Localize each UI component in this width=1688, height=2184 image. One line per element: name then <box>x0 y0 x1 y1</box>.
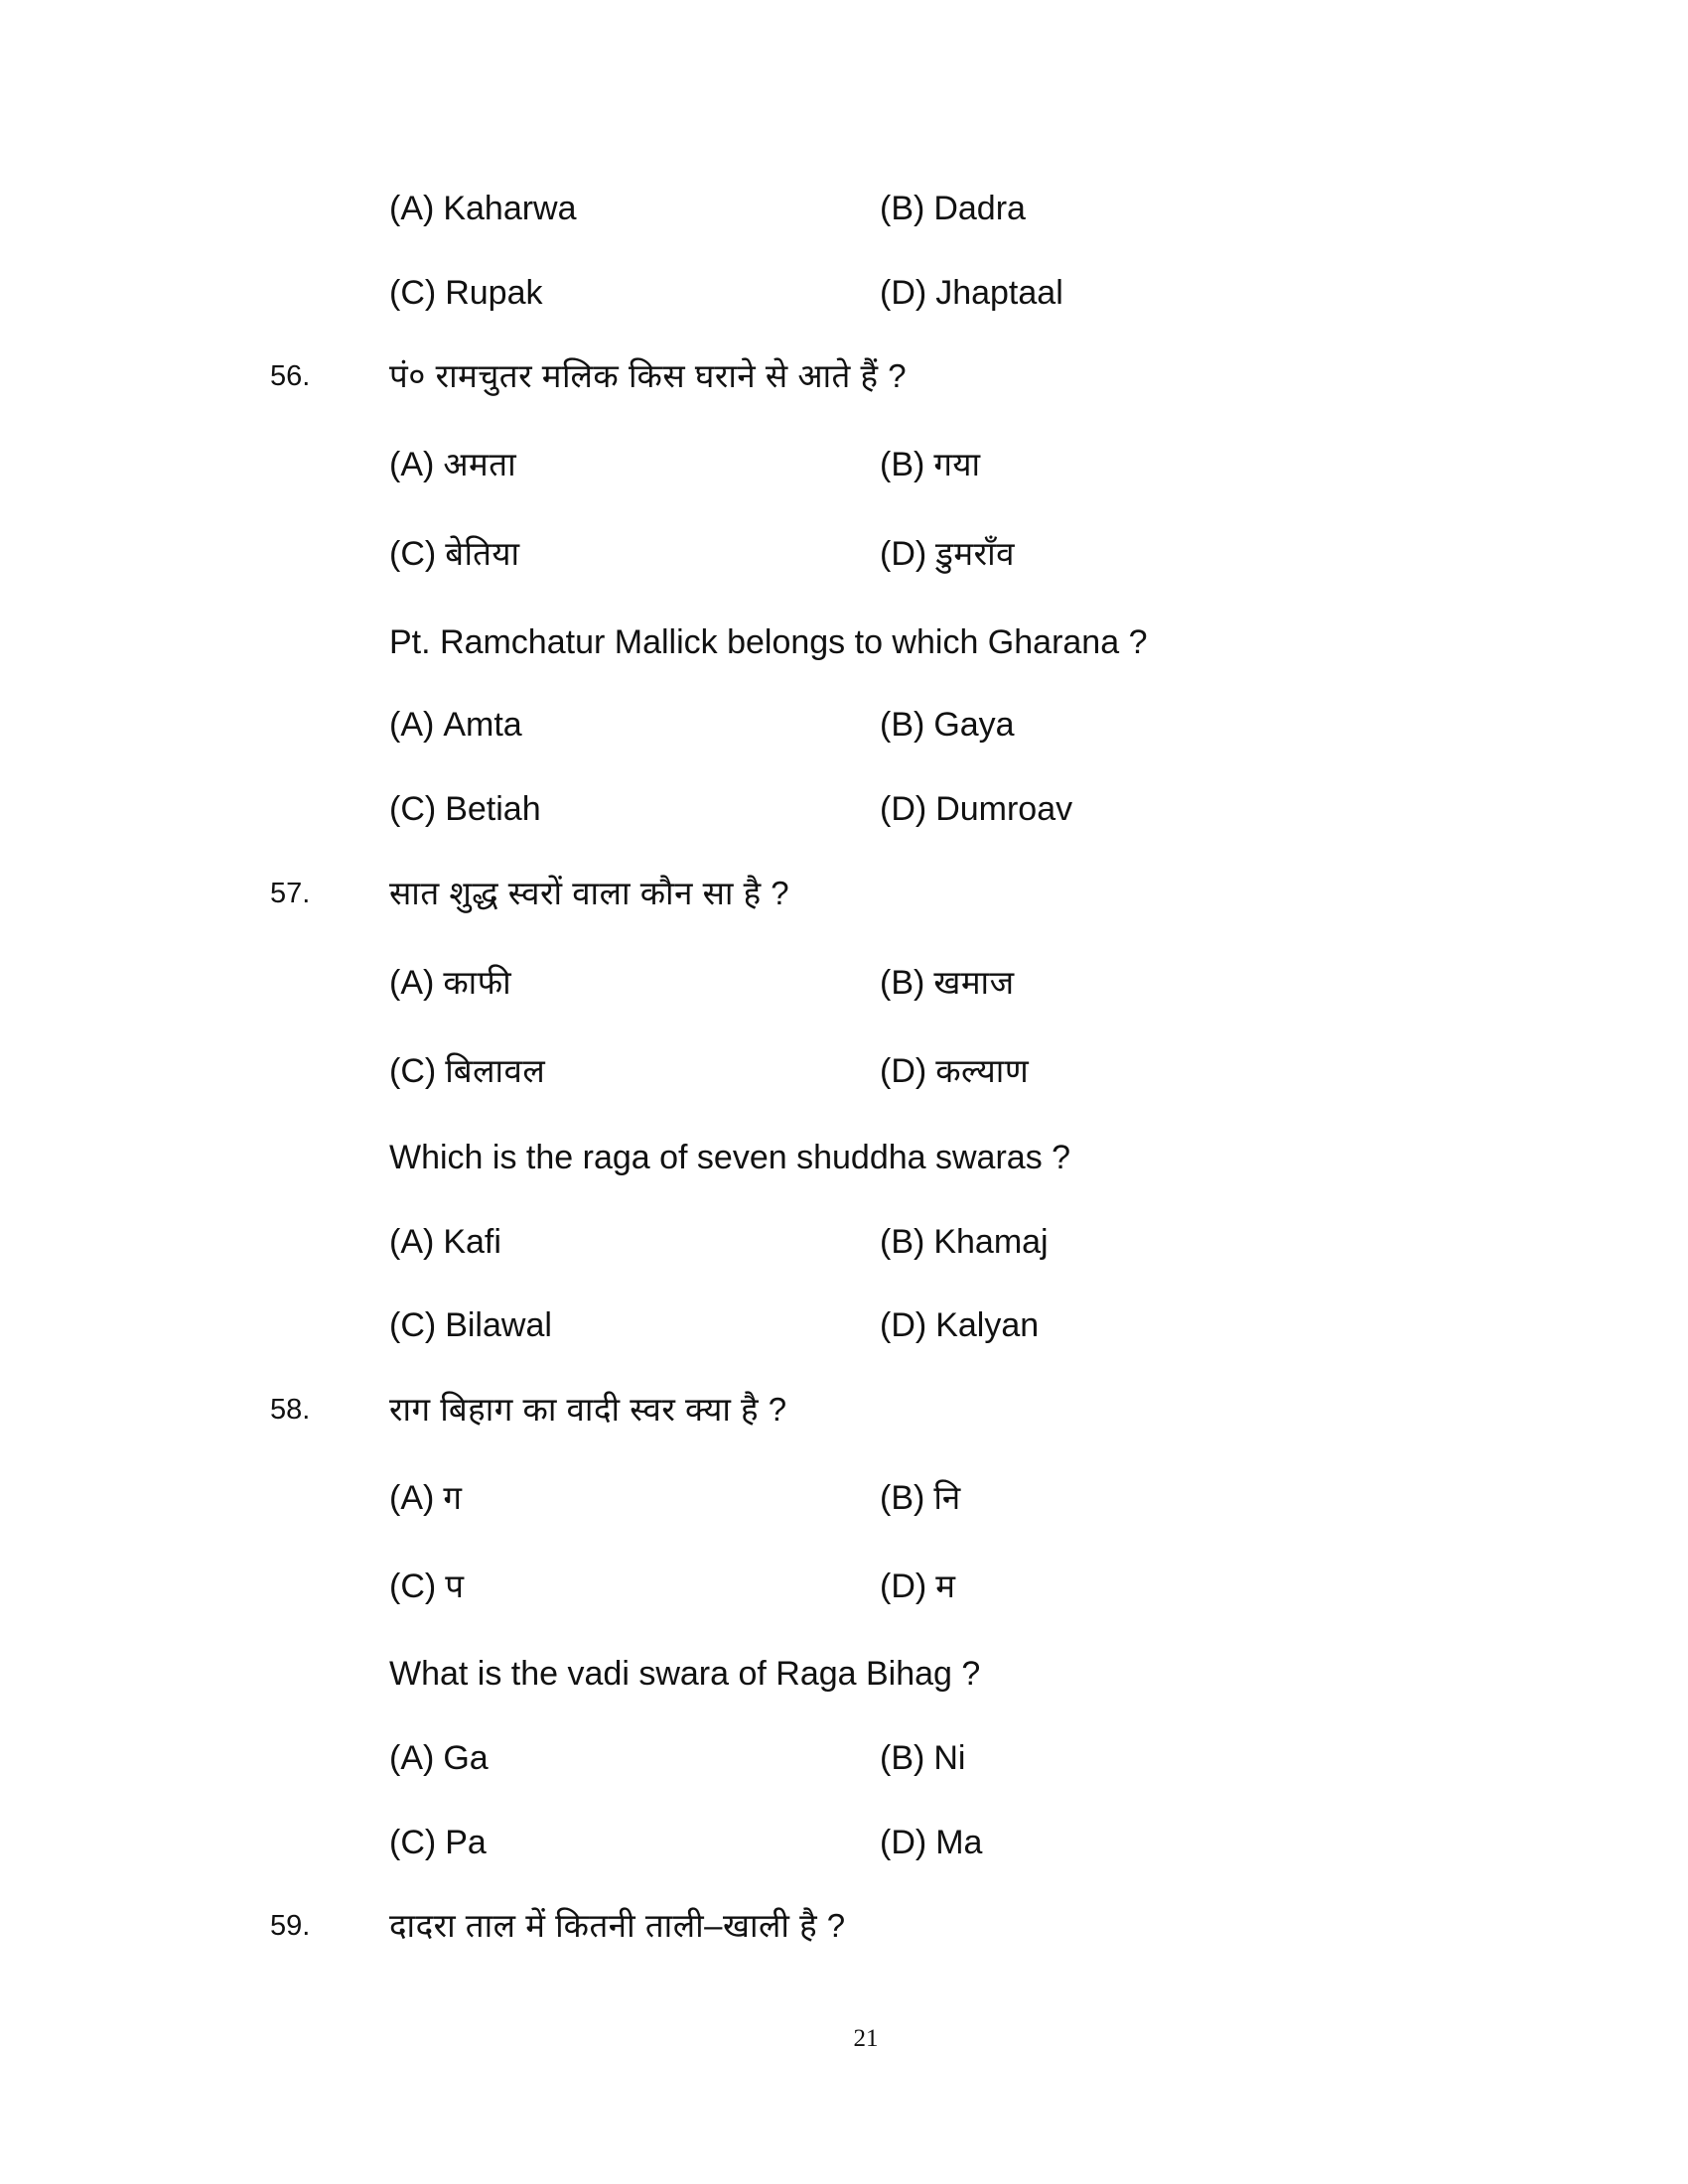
q57-hindi-option-c <box>389 1047 545 1095</box>
q56-english-option-d <box>880 785 1072 833</box>
option-text: खमाज <box>933 964 1015 1001</box>
option-text: Dadra <box>933 190 1026 227</box>
question-56-stem-hindi: पं० रामचुतर मलिक किस घराने से आते हैं ? <box>389 357 908 394</box>
option-text: ग <box>443 1479 463 1516</box>
option-text: Ma <box>935 1824 983 1861</box>
option-label: (D) <box>880 1568 927 1605</box>
option-label: (B) <box>880 1223 925 1261</box>
prev-option-a <box>389 185 577 232</box>
q57-hindi-option-a <box>389 959 511 1007</box>
q57-english-option-b <box>880 1218 1049 1266</box>
option-text: Ni <box>933 1739 966 1777</box>
question-57-stem-hindi: सात शुद्ध स्वरों वाला कौन सा है ? <box>389 875 790 911</box>
q58-hindi-option-b <box>880 1474 961 1522</box>
option-label: (C) <box>389 1824 437 1861</box>
option-text: Betiah <box>445 790 541 828</box>
option-text: कल्याण <box>935 1052 1030 1089</box>
option-label: (C) <box>389 274 437 312</box>
page-number: 21 <box>853 2025 879 2052</box>
option-label: (C) <box>389 535 437 573</box>
q57-english-option-c <box>389 1301 552 1349</box>
question-number-56: 56. <box>270 360 311 392</box>
option-text: Khamaj <box>933 1223 1049 1261</box>
q57-english-option-d <box>880 1301 1039 1349</box>
option-text: Pa <box>445 1824 487 1861</box>
q58-english-option-c <box>389 1819 487 1866</box>
option-label: (D) <box>880 1052 927 1090</box>
option-label: (A) <box>389 706 435 744</box>
option-label: (B) <box>880 964 925 1002</box>
q56-hindi-option-d <box>880 530 1015 578</box>
question-number-58: 58. <box>270 1394 311 1426</box>
option-text: Bilawal <box>445 1306 552 1344</box>
option-label: (C) <box>389 1306 437 1344</box>
question-number-57: 57. <box>270 878 311 909</box>
option-text: Kaharwa <box>443 190 577 227</box>
option-text: काफी <box>443 964 512 1001</box>
option-text: बेतिया <box>445 535 520 572</box>
option-label: (A) <box>389 1223 435 1261</box>
q56-hindi-option-c <box>389 530 520 578</box>
q57-hindi-option-b <box>880 959 1015 1007</box>
option-text: अमता <box>443 446 517 482</box>
question-58-stem-hindi: राग बिहाग का वादी स्वर क्या है ? <box>389 1391 787 1428</box>
option-label: (D) <box>880 1306 927 1344</box>
option-text: गया <box>933 446 981 482</box>
question-number-59: 59. <box>270 1910 311 1942</box>
option-text: प <box>445 1568 465 1604</box>
question-56-stem-english: Pt. Ramchatur Mallick belongs to which Gharana ? <box>389 623 1148 661</box>
question-58-stem-english: What is the vadi swara of Raga Bihag ? <box>389 1655 981 1693</box>
q57-hindi-option-d <box>880 1047 1029 1095</box>
option-text: नि <box>933 1479 961 1516</box>
q56-hindi-option-a <box>389 441 516 488</box>
option-label: (A) <box>389 1739 435 1777</box>
q56-english-option-b <box>880 701 1015 749</box>
q56-english-option-a <box>389 701 522 749</box>
option-label: (B) <box>880 190 925 227</box>
option-text: म <box>935 1568 956 1604</box>
option-label: (A) <box>389 446 435 483</box>
option-text: Ga <box>443 1739 489 1777</box>
option-label: (C) <box>389 1568 437 1605</box>
q58-english-option-d <box>880 1819 982 1866</box>
option-label: (B) <box>880 446 925 483</box>
q57-english-option-a <box>389 1218 501 1266</box>
option-text: डुमराँव <box>935 535 1015 572</box>
q56-hindi-option-b <box>880 441 981 488</box>
prev-option-c <box>389 269 542 317</box>
q58-english-option-b <box>880 1734 965 1782</box>
q58-hindi-option-c <box>389 1563 464 1610</box>
option-label: (C) <box>389 1052 437 1090</box>
option-label: (D) <box>880 535 927 573</box>
option-text: Rupak <box>445 274 543 312</box>
option-text: बिलावल <box>445 1052 546 1089</box>
prev-option-b <box>880 185 1026 232</box>
option-text: Kalyan <box>935 1306 1040 1344</box>
question-57-stem-english: Which is the raga of seven shuddha swaras ? <box>389 1139 1071 1176</box>
option-label: (A) <box>389 964 435 1002</box>
option-text: Gaya <box>933 706 1015 744</box>
question-59-stem-hindi: दादरा ताल में कितनी ताली–खाली है ? <box>389 1907 846 1944</box>
option-label: (D) <box>880 274 927 312</box>
option-label: (D) <box>880 1824 927 1861</box>
option-text: Dumroav <box>935 790 1073 828</box>
q56-english-option-c <box>389 785 541 833</box>
q58-hindi-option-d <box>880 1563 955 1610</box>
option-label: (B) <box>880 706 925 744</box>
option-text: Amta <box>443 706 522 744</box>
option-label: (A) <box>389 190 435 227</box>
option-text: Kafi <box>443 1223 501 1261</box>
q58-hindi-option-a <box>389 1474 462 1522</box>
q58-english-option-a <box>389 1734 489 1782</box>
option-label: (B) <box>880 1479 925 1517</box>
option-label: (C) <box>389 790 437 828</box>
option-text: Jhaptaal <box>935 274 1063 312</box>
option-label: (D) <box>880 790 927 828</box>
option-label: (B) <box>880 1739 925 1777</box>
prev-option-d <box>880 269 1063 317</box>
option-label: (A) <box>389 1479 435 1517</box>
